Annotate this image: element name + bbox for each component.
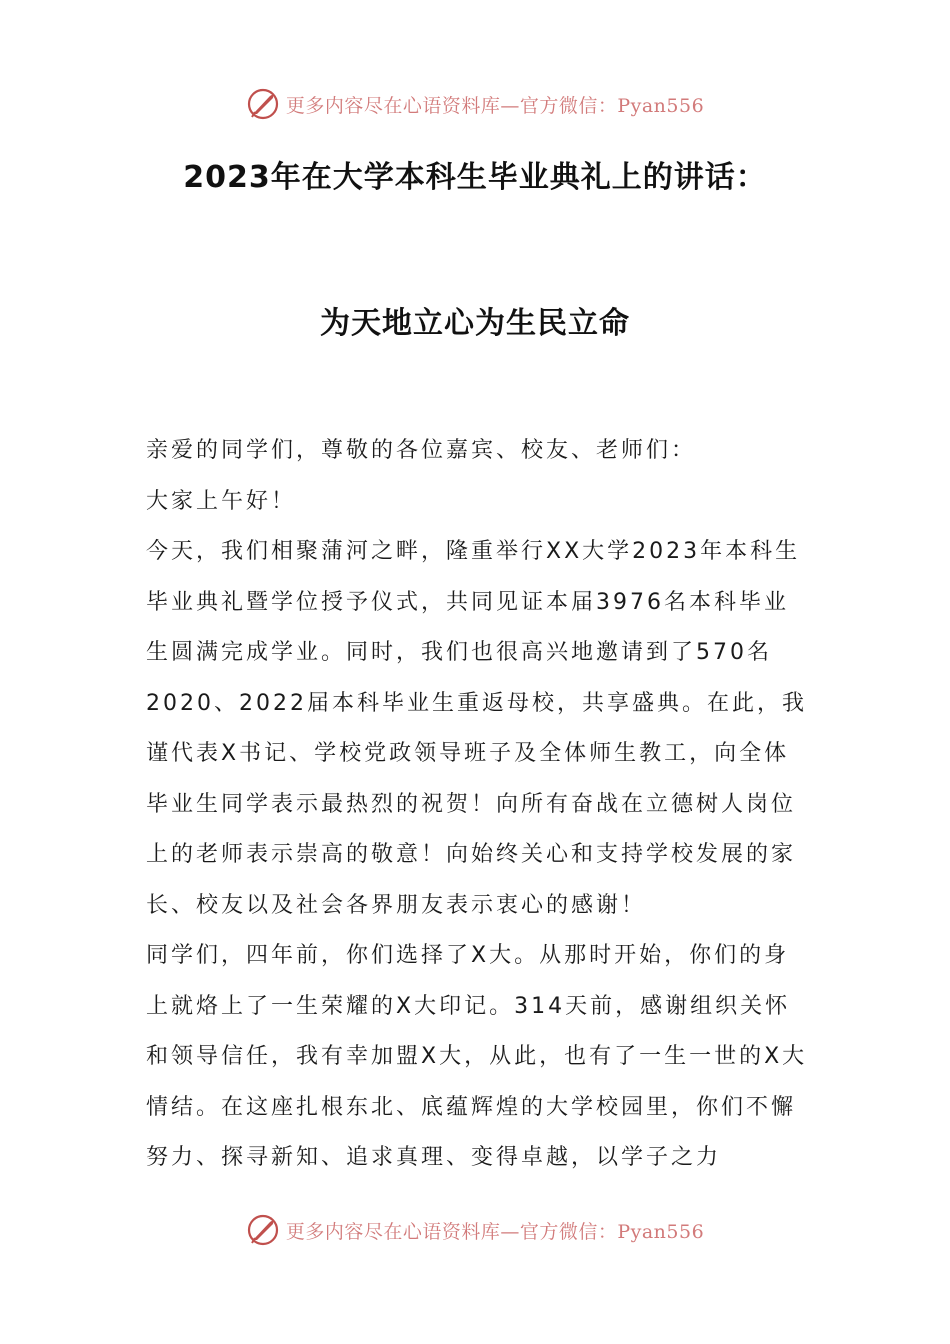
greeting-paragraph: 大家上午好！ [146,488,297,514]
body-paragraph: 同学们，四年前，你们选择了X大。从那时开始，你们的身上就烙上了一生荣耀的X大印记。314天前，感谢组织关怀和领导信任，我有幸加盟X大，从此，也有了一生一世的X大情结。在这座扎根东北、底蕴辉煌的大学校园里，你们不懈努力、探寻新知、追求真理、变得卓越，以学子之力 [146,943,808,1170]
footer-watermark [0,1208,950,1252]
document-body [146,426,810,1184]
body-paragraph: 今天，我们相聚蒲河之畔，隆重举行XX大学2023年本科生毕业典礼暨学位授予仪式，共同见证本届3976名本科毕业生圆满完成学业。同时，我们也很高兴地邀请到了570名2020、2022届本科毕业生重返母校，共享盛典。在此，我谨代表X书记、学校党政领导班子及全体师生教工，向全体毕业生同学表示最热烈的祝贺！向所有奋战在立德树人岗位上的老师表示崇高的敬意！向始终关心和支持学校发展的家长、校友以及社会各界朋友表示衷心的感谢！ [146,539,807,918]
document-title: 2023年在大学本科生毕业典礼上的讲话： [183,160,767,195]
watermark-text: 更多内容尽在心语资料库—官方微信：Pyan556 [285,94,705,117]
salutation-paragraph: 亲爱的同学们，尊敬的各位嘉宾、校友、老师们： [146,438,697,463]
quill-pen-logo-icon [246,1213,280,1247]
watermark-text: 更多内容尽在心语资料库—官方微信：Pyan556 [285,1220,705,1243]
document-subtitle: 为天地立心为生民立命 [320,306,630,341]
header-watermark [0,82,950,126]
quill-pen-logo-icon [246,87,280,121]
